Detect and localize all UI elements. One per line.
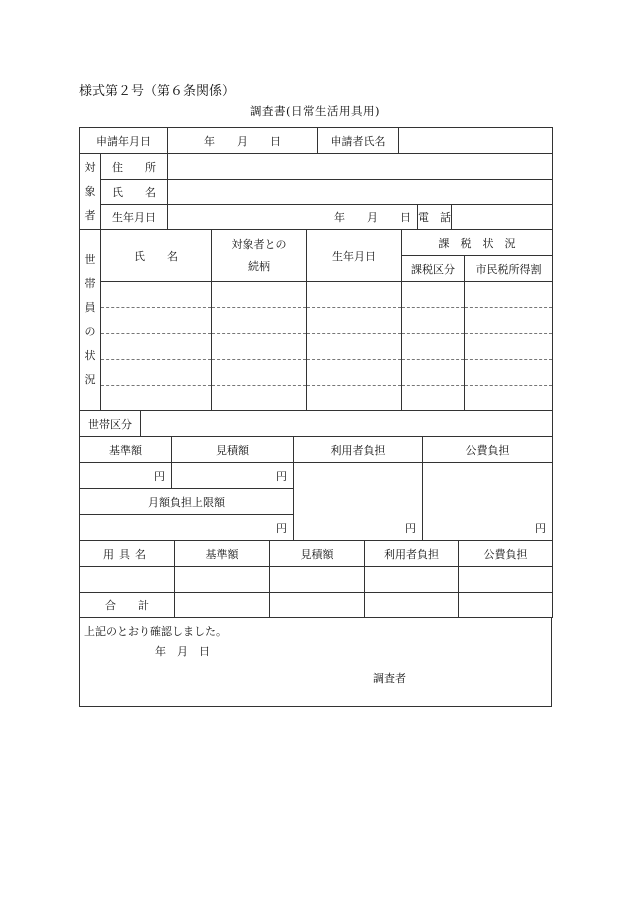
monthly-limit-field[interactable]: 円 [80, 515, 294, 541]
total-public-burden-field[interactable] [459, 593, 553, 618]
member-city-tax-cell[interactable] [465, 308, 553, 334]
col-birthdate-header: 生年月日 [307, 230, 402, 282]
member-city-tax-cell[interactable] [465, 360, 553, 386]
confirmation-box [79, 617, 552, 707]
total-user-burden-field[interactable] [365, 593, 459, 618]
subject-label: 対象者 [80, 154, 101, 230]
member-relation-cell[interactable] [212, 282, 307, 308]
member-tax-class-cell[interactable] [402, 360, 465, 386]
member-city-tax-cell[interactable] [465, 334, 553, 360]
equipment-user-burden-field[interactable] [365, 567, 459, 593]
subject-info-table [79, 153, 553, 230]
cost-summary-table [79, 436, 553, 541]
member-relation-cell[interactable] [212, 386, 307, 411]
member-city-tax-cell[interactable] [465, 386, 553, 411]
member-tax-class-cell[interactable] [402, 308, 465, 334]
total-label: 合 計 [80, 593, 175, 618]
member-name-cell[interactable] [101, 282, 212, 308]
confirmation-date[interactable]: 年 月 日 [155, 645, 210, 658]
col-relation-line2: 続柄 [248, 259, 270, 273]
equipment-name-header [80, 541, 175, 567]
name-field[interactable] [168, 180, 553, 205]
household-table [79, 229, 553, 411]
household-class-label: 世帯区分 [80, 411, 141, 437]
member-birthdate-cell[interactable] [307, 308, 402, 334]
col-city-tax-header: 市民税所得割 [465, 256, 553, 282]
member-tax-class-cell[interactable] [402, 386, 465, 411]
member-relation-cell[interactable] [212, 334, 307, 360]
member-relation-cell[interactable] [212, 308, 307, 334]
estimate-header: 見積額 [172, 437, 294, 463]
equipment-public-burden-field[interactable] [459, 567, 553, 593]
form-number-label: 様式第２号（第６条関係） [79, 84, 236, 99]
birthdate-label: 生年月日 [101, 205, 168, 230]
equipment-name-field[interactable] [80, 567, 175, 593]
investigator-label: 調査者 [373, 672, 406, 685]
user-burden-header: 利用者負担 [294, 437, 423, 463]
address-label: 住 所 [101, 154, 168, 180]
address-field[interactable] [168, 154, 553, 180]
birthdate-field[interactable]: 年 月 日 [168, 205, 418, 230]
base-amount-header: 基準額 [80, 437, 172, 463]
applicant-info-table [79, 127, 553, 154]
application-date-field[interactable]: 年 月 日 [168, 128, 318, 154]
member-birthdate-cell[interactable] [307, 334, 402, 360]
application-date-label: 申請年月日 [80, 128, 168, 154]
equipment-user-burden-header: 利用者負担 [365, 541, 459, 567]
equipment-base-header: 基準額 [175, 541, 270, 567]
member-birthdate-cell[interactable] [307, 386, 402, 411]
equipment-estimate-header: 見積額 [270, 541, 365, 567]
phone-field[interactable] [452, 205, 553, 230]
total-estimate-field[interactable] [270, 593, 365, 618]
member-name-cell[interactable] [101, 334, 212, 360]
member-name-cell[interactable] [101, 360, 212, 386]
col-tax-status-header: 課 税 状 況 [402, 230, 553, 256]
household-section-label: 世帯員の状況 [80, 230, 101, 411]
user-burden-field[interactable]: 円 [294, 463, 423, 541]
monthly-limit-label: 月額負担上限額 [80, 489, 294, 515]
col-relation-header [212, 230, 307, 282]
household-class-table [79, 410, 553, 437]
equipment-table [79, 540, 553, 618]
equipment-base-field[interactable] [175, 567, 270, 593]
col-relation-line1: 対象者との [231, 237, 287, 251]
public-burden-header: 公費負担 [423, 437, 553, 463]
applicant-name-label: 申請者氏名 [318, 128, 399, 154]
col-tax-class-header: 課税区分 [402, 256, 465, 282]
member-name-cell[interactable] [101, 308, 212, 334]
household-class-field[interactable] [141, 411, 553, 437]
member-city-tax-cell[interactable] [465, 282, 553, 308]
base-amount-field[interactable]: 円 [80, 463, 172, 489]
col-name-header: 氏 名 [101, 230, 212, 282]
member-birthdate-cell[interactable] [307, 360, 402, 386]
confirmation-text: 上記のとおり確認しました。 [84, 625, 227, 638]
total-base-field[interactable] [175, 593, 270, 618]
member-tax-class-cell[interactable] [402, 334, 465, 360]
public-burden-field[interactable]: 円 [423, 463, 553, 541]
name-label: 氏 名 [101, 180, 168, 205]
equipment-name-header-text: 用具名 [103, 547, 151, 561]
member-name-cell[interactable] [101, 386, 212, 411]
member-birthdate-cell[interactable] [307, 282, 402, 308]
estimate-field[interactable]: 円 [172, 463, 294, 489]
member-relation-cell[interactable] [212, 360, 307, 386]
member-tax-class-cell[interactable] [402, 282, 465, 308]
equipment-public-burden-header: 公費負担 [459, 541, 553, 567]
phone-label: 電 話 [418, 205, 452, 230]
applicant-name-field[interactable] [399, 128, 553, 154]
equipment-estimate-field[interactable] [270, 567, 365, 593]
document-title: 調査書(日常生活用具用) [250, 104, 380, 118]
